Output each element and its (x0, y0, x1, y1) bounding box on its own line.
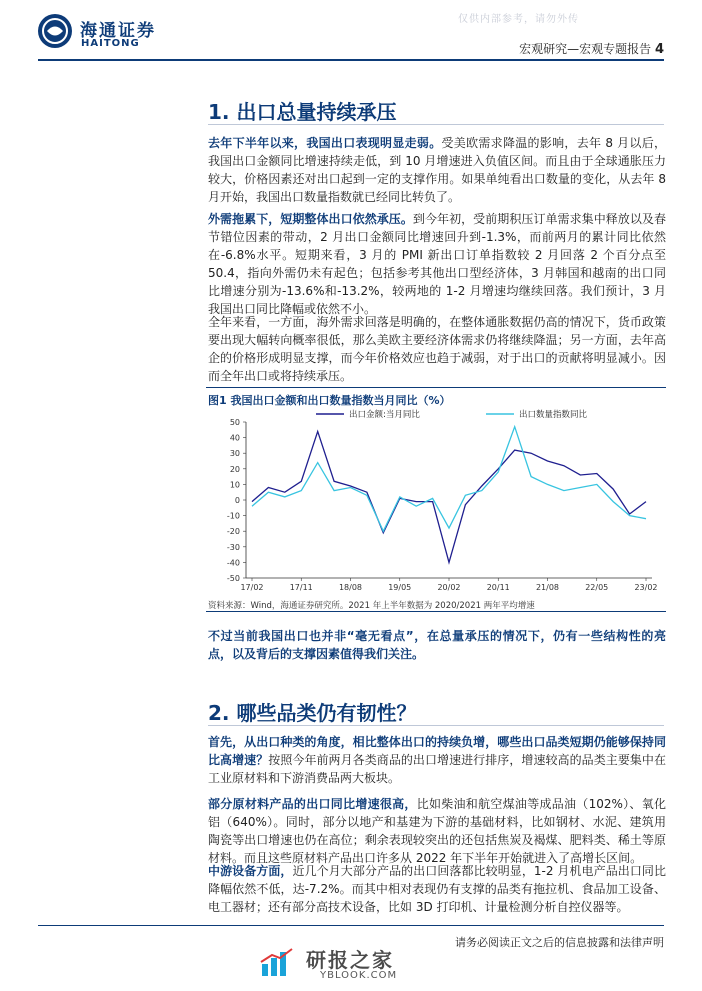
paragraph-body: 按照今年前两月各类商品的出口增速进行排序，增速较高的品类主要集中在工业原材料和下游消费品两大板块。 (208, 753, 666, 785)
x-tick-label: 23/02 (634, 583, 658, 592)
y-tick-label: 0 (234, 496, 240, 505)
section2-paragraph-2 (208, 795, 666, 867)
section2-divider (208, 725, 664, 726)
y-tick-label: 20 (229, 464, 240, 474)
series-line (252, 431, 646, 562)
section1-paragraph-3 (208, 313, 666, 385)
figure-source: 资料来源：Wind，海通证券研究所。2021 年上半年数据为 2020/2021 两年平均增速 (208, 601, 535, 611)
chart-series (252, 427, 646, 563)
chart-legend (316, 409, 588, 420)
section2-paragraph-1 (208, 733, 666, 787)
paragraph-lead: 去年下半年以来，我国出口表现明显走弱。 (208, 136, 442, 150)
figure-bottom-rule (206, 611, 666, 612)
page-number: 4 (654, 42, 664, 57)
paragraph-body: 近几个月大部分产品的出口回落都比较明显，1-2 月机电产品出口同比降幅依然不低，达-7.2%。而其中相对表现仍有支撑的品类有拖拉机、食品加工设备、电工器材；还有部分高技术设备，比如 3D 打印机、计量检测分析自控仪器等。 (208, 864, 666, 914)
x-tick-label: 17/11 (289, 583, 313, 592)
header-divider (38, 59, 664, 61)
x-tick-label: 19/05 (388, 583, 412, 592)
legend-label: 出口数量指数同比 (519, 410, 588, 420)
section1-heading: 1. 出口总量持续承压 (208, 100, 397, 124)
paragraph-body: 到今年初，受前期积压订单需求集中释放以及春节错位因素的带动，2 月出口金额同比增速回升到-1.3%，而前两月的累计同比依然在-6.8%水平。短期来看，3 月的 PMI 新出口订单指数较 2 月回落 2 个百分点至 50.4，指向外需仍未有起色；包括参考其他出口型经济体，3 月韩国和越南的出口同比增速分别为-13.6%和-13.2%，较两地的 1-2 月增速均继续回落。我们预计，3 月我国出口同比降幅或依然不小。 (208, 212, 666, 316)
y-tick-label: -30 (226, 542, 240, 552)
x-tick-label: 20/11 (486, 583, 510, 592)
watermark-sub-text: YBLOOK.COM (320, 970, 398, 981)
x-tick-label: 22/05 (585, 583, 609, 592)
x-tick-label: 17/02 (240, 583, 264, 592)
paragraph-lead: 外需拖累下，短期整体出口依然承压。 (208, 212, 413, 226)
paragraph-body: 比如柴油和航空煤油等成品油（102%）、氧化铝（640%）。同时，部分以地产和基建为下游的基础材料，比如钢材、水泥、建筑用陶瓷等出口增速也仍在高位；剩余表现较突出的还包括焦炭及褐煤、肥料类、稀土等原材料。而且这些原材料产品出口许多从 2022 年下半年开始就进入了高增长区间。 (208, 797, 666, 865)
y-tick-label: -50 (226, 574, 240, 583)
footer-divider (38, 925, 664, 926)
report-category: 宏观研究—宏观专题报告 (519, 42, 652, 56)
x-tick-label: 20/02 (437, 583, 461, 592)
logo-chinese-text: 海通证券 (80, 21, 156, 41)
figure-title: 图1 我国出口金额和出口数量指数当月同比（%） (208, 394, 451, 407)
x-tick-label: 21/08 (535, 583, 560, 592)
top-watermark: 仅供内部参考，请勿外传 (458, 14, 579, 25)
logo-english-text: HAITONG (81, 38, 140, 49)
paragraph-body: 受美欧需求降温的影响，去年 8 月以后，我国出口金额同比增速持续走低，到 10 月增速进入负值区间。而且由于全球通胀压力较大，价格因素还对出口起到一定的支撑作用。如果单纯看出口数量的变化，从去年 8 月开始，我国出口数量指数就已经同比转负了。 (208, 136, 666, 204)
footer-disclaimer: 请务必阅读正文之后的信息披露和法律声明 (455, 936, 664, 949)
x-tick-label: 18/08 (338, 583, 363, 592)
transition-paragraph: 不过当前我国出口也并非“毫无看点”，在总量承压的情况下，仍有一些结构性的亮点，以及背后的支撑因素值得我们关注。 (208, 629, 666, 661)
section1-divider (208, 124, 664, 125)
y-tick-label: 30 (229, 449, 240, 459)
legend-label: 出口金额:当月同比 (349, 410, 420, 420)
y-tick-label: -20 (226, 527, 240, 537)
y-tick-label: 40 (229, 433, 240, 443)
paragraph-lead: 中游设备方面， (208, 864, 293, 878)
chart-axes (227, 418, 658, 592)
section1-paragraph-1 (208, 134, 666, 206)
page-header (519, 40, 664, 57)
y-tick-label: 50 (229, 418, 240, 427)
watermark-chart-icon (260, 948, 294, 978)
y-tick-label: -10 (226, 511, 240, 521)
section2-heading: 2. 哪些品类仍有韧性？ (208, 701, 417, 725)
section2-paragraph-3 (208, 862, 666, 916)
export-chart (206, 408, 666, 598)
paragraph-body: 全年来看，一方面，海外需求回落是明确的，在整体通胀数据仍高的情况下，货币政策要出现大幅转向概率很低，那么美欧主要经济体需求仍将继续降温；另一方面，去年高企的价格形成明显支撑，而今年价格效应也趋于减弱，对于出口的贡献将明显减小。因而全年出口或将持续承压。 (208, 315, 666, 383)
y-tick-label: -40 (226, 558, 240, 568)
paragraph-lead: 首先，从出口种类的角度，相比整体出口的持续负增，哪些出口品类短期仍能够保持同比高增速？ (208, 735, 666, 767)
paragraph-lead: 部分原材料产品的出口同比增速很高， (208, 797, 417, 811)
logo-emblem-icon (38, 14, 72, 48)
watermark-main-text: 研报之家 (306, 948, 394, 972)
series-line (252, 427, 646, 532)
section1-paragraph-2 (208, 210, 666, 318)
y-tick-label: 10 (229, 480, 240, 490)
site-watermark (258, 944, 448, 984)
haitong-logo (38, 14, 168, 52)
